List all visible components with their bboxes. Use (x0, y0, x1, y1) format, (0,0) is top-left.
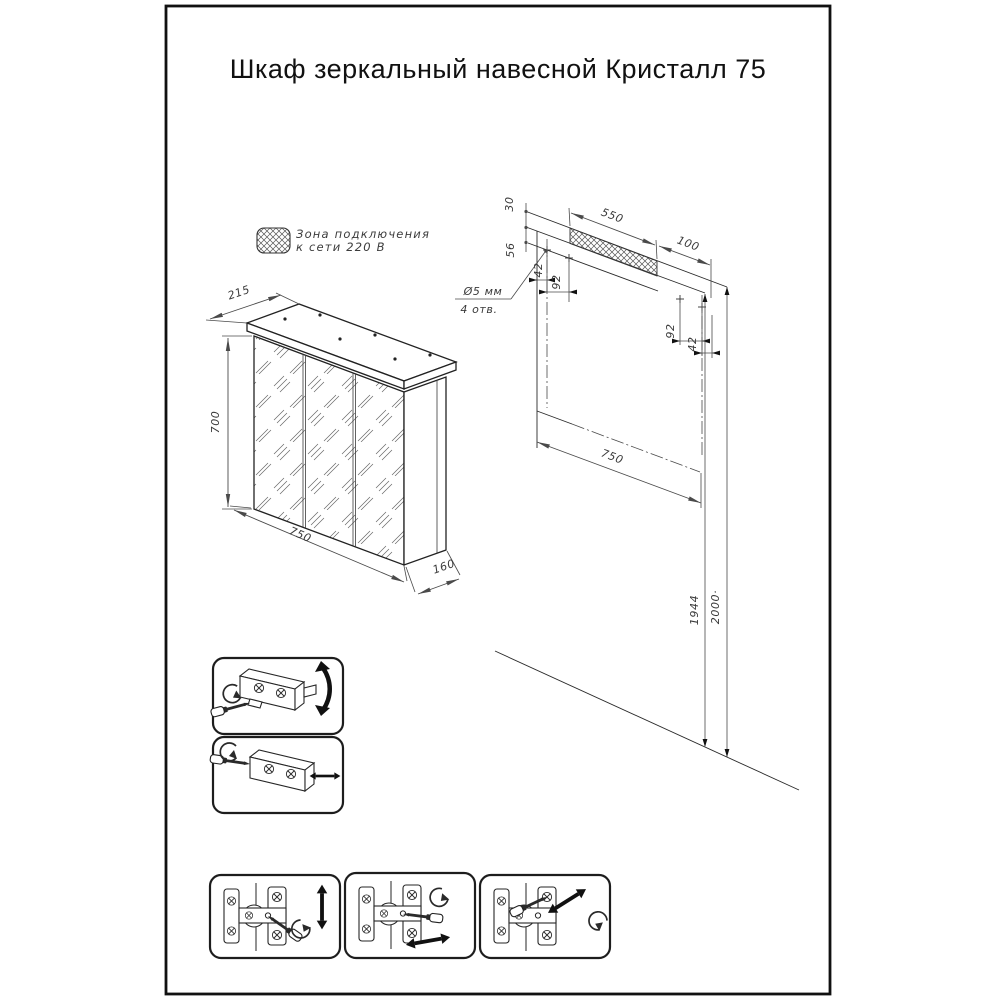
dim-zone-offset-100 (659, 234, 711, 298)
legend-connection-zone (257, 227, 430, 254)
hole-note-line2: 4 отв. (460, 303, 498, 316)
hinge-instruction-box-2 (210, 737, 343, 813)
svg-text:42: 42 (686, 336, 699, 352)
svg-text:750: 750 (599, 446, 626, 467)
svg-text:700: 700 (209, 410, 222, 434)
hinge-instruction-box-3 (210, 875, 340, 958)
hole-note-line1: Ø5 мм (463, 285, 503, 298)
dim-heights (688, 287, 729, 757)
floor-line (495, 651, 799, 790)
svg-text:42: 42 (532, 262, 545, 278)
cabinet-side-panel (404, 377, 446, 565)
dim-zone-30-56 (503, 196, 528, 257)
hole-note (455, 249, 548, 316)
legend-text-line1: Зона подключения (296, 227, 431, 241)
legend-text-line2: к сети 220 В (296, 240, 386, 254)
cabinet-bottom-edge (537, 411, 572, 424)
svg-text:750: 750 (287, 524, 314, 546)
svg-text:550: 550 (599, 205, 626, 226)
isometric-cabinet-view (206, 283, 460, 594)
svg-text:1944: 1944 (688, 594, 701, 626)
dim-wall-width-750 (537, 442, 701, 508)
legend-hatch-swatch (257, 228, 290, 253)
dim-left-holes (529, 254, 577, 302)
svg-text:2000·: 2000· (709, 589, 722, 625)
dim-height-700 (209, 336, 252, 509)
hinge-instruction-box-4 (345, 873, 475, 958)
hinge-instruction-box-5 (480, 875, 610, 958)
hinge-instruction-box-1 (210, 658, 343, 734)
svg-text:215: 215 (226, 282, 252, 303)
svg-text:92: 92 (550, 274, 563, 290)
dim-right-holes (664, 303, 720, 358)
svg-text:92: 92 (664, 323, 677, 339)
svg-text:100: 100 (675, 233, 702, 254)
svg-text:30: 30 (503, 196, 516, 212)
connection-zone-strip (570, 228, 657, 276)
svg-text:160: 160 (430, 556, 457, 577)
svg-text:56: 56 (504, 242, 517, 258)
wall-mounting-view (455, 196, 799, 790)
page-title: Шкаф зеркальный навесной Кристалл 75 (229, 54, 767, 84)
